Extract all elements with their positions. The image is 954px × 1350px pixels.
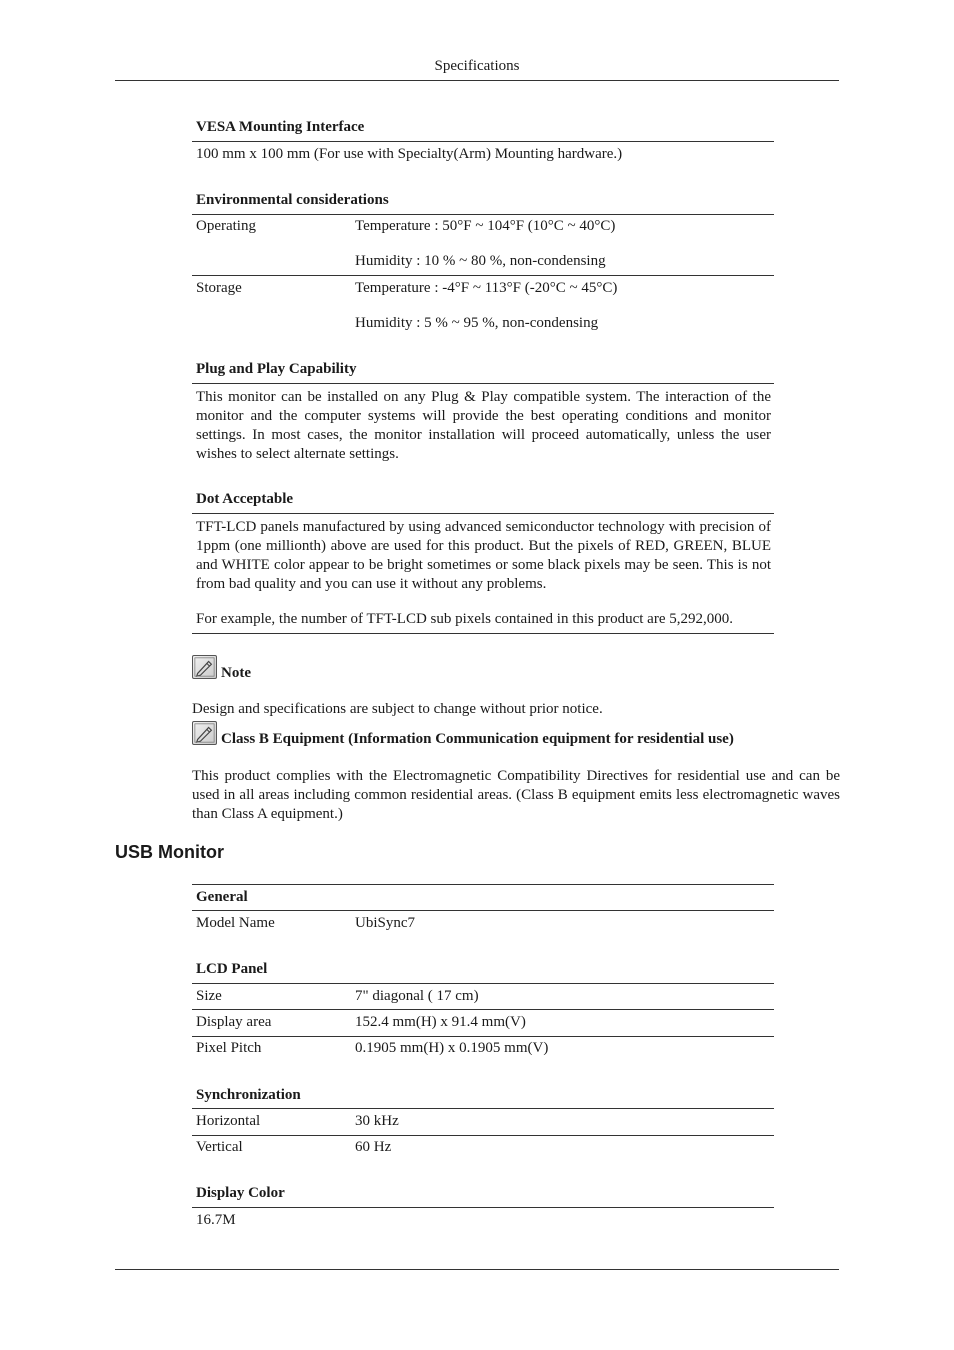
display-color-rule — [192, 1207, 774, 1208]
header-rule — [115, 80, 839, 81]
general-rule — [192, 910, 774, 911]
note-text: Design and specifications are subject to change without prior notice. — [192, 701, 603, 717]
class-b-text: This product complies with the Electromagnetic Compatibility Directives for residential use and can be used in all areas including common residential areas. (Class B equipment emits less electromagnetic waves than Class A equipment.) — [192, 768, 840, 822]
display-area-value: 152.4 mm(H) x 91.4 mm(V) — [355, 1014, 526, 1030]
lcd-panel-heading: LCD Panel — [196, 961, 268, 977]
usb-monitor-title: USB Monitor — [115, 842, 224, 862]
operating-temperature: Temperature : 50°F ~ 104°F (10°C ~ 40°C) — [355, 218, 616, 234]
size-rule — [192, 1009, 774, 1010]
horizontal-label: Horizontal — [196, 1113, 261, 1129]
dot-acceptable-heading: Dot Acceptable — [196, 491, 294, 507]
vertical-value: 60 Hz — [355, 1139, 392, 1155]
page-header: Specifications — [434, 58, 520, 74]
operating-humidity: Humidity : 10 % ~ 80 %, non-condensing — [355, 253, 606, 269]
plug-and-play-heading: Plug and Play Capability — [196, 361, 357, 377]
operating-label: Operating — [196, 218, 256, 234]
pixel-pitch-value: 0.1905 mm(H) x 0.1905 mm(V) — [355, 1040, 549, 1056]
general-heading: General — [196, 889, 248, 905]
dot-acceptable-text: TFT-LCD panels manufactured by using advanced semiconductor technology with precision of 1ppm (one millionth) above are used for this product. But the pixels of RED, GREEN, BLUE and WHITE color appear to be bright sometimes or some black pixels may be seen. This is not from bad quality and you can use it without any problems. — [196, 519, 771, 592]
model-name-value: UbiSync7 — [355, 915, 415, 931]
dot-acceptable-bottom-rule — [192, 633, 774, 634]
plug-and-play-rule — [192, 383, 774, 384]
class-b-label: Class B Equipment (Information Communication equipment for residential use) — [221, 731, 734, 747]
class-b-note-icon — [192, 721, 217, 745]
display-color-value: 16.7M — [196, 1212, 236, 1228]
synchronization-heading: Synchronization — [196, 1087, 301, 1103]
footer-rule — [115, 1269, 839, 1270]
display-area-label: Display area — [196, 1014, 272, 1030]
horizontal-rule — [192, 1135, 774, 1136]
dot-acceptable-rule — [192, 513, 774, 514]
vesa-text: 100 mm x 100 mm (For use with Specialty(Arm) Mounting hardware.) — [196, 146, 623, 162]
note-label: Note — [221, 665, 251, 681]
operating-rule — [192, 275, 774, 276]
storage-humidity: Humidity : 5 % ~ 95 %, non-condensing — [355, 315, 599, 331]
display-area-rule — [192, 1036, 774, 1037]
dot-acceptable-example: For example, the number of TFT-LCD sub pixels contained in this product are 5,292,000. — [196, 611, 733, 627]
plug-and-play-text: This monitor can be installed on any Plug & Play compatible system. The interaction of the monitor and the computer systems will provide the best operating conditions and monitor settings. In most cases, the monitor installation will proceed automatically, unless the user wishes to select alternate settings. — [196, 389, 771, 462]
display-color-heading: Display Color — [196, 1185, 285, 1201]
vesa-heading: VESA Mounting Interface — [196, 119, 365, 135]
vertical-label: Vertical — [196, 1139, 243, 1155]
synchronization-rule — [192, 1108, 774, 1109]
size-label: Size — [196, 988, 222, 1004]
lcd-panel-rule — [192, 983, 774, 984]
horizontal-value: 30 kHz — [355, 1113, 399, 1129]
model-name-label: Model Name — [196, 915, 275, 931]
storage-label: Storage — [196, 280, 242, 296]
storage-temperature: Temperature : -4°F ~ 113°F (-20°C ~ 45°C) — [355, 280, 618, 296]
pixel-pitch-label: Pixel Pitch — [196, 1040, 262, 1056]
environment-rule — [192, 214, 774, 215]
note-icon — [192, 655, 217, 679]
vesa-rule — [192, 141, 774, 142]
size-value: 7" diagonal ( 17 cm) — [355, 988, 479, 1004]
environment-heading: Environmental considerations — [196, 192, 389, 208]
general-top-rule — [192, 884, 774, 885]
